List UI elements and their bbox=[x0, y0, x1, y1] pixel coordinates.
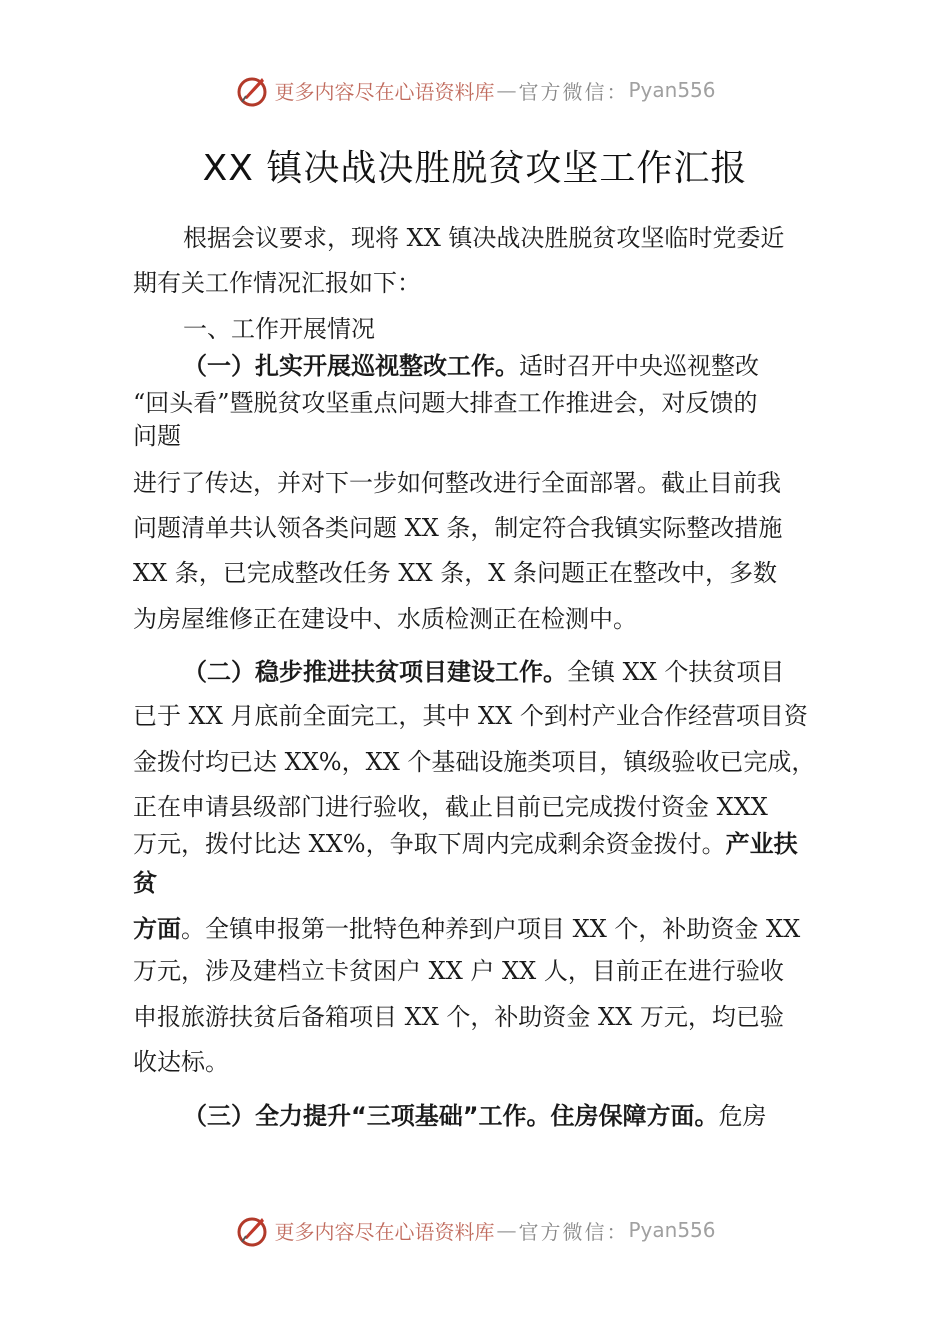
body-line: 根据会议要求，现将 XX 镇决战决胜脱贫攻坚临时党委近 bbox=[183, 224, 785, 252]
watermark-wechat-id: Pyan556 bbox=[628, 78, 716, 102]
watermark-footer bbox=[0, 1212, 950, 1248]
body-line: 正在申请县级部门进行验收，截止目前已完成拨付资金 XXX bbox=[133, 793, 768, 821]
body-line bbox=[183, 350, 883, 382]
watermark-header bbox=[0, 72, 950, 108]
body-line: 已于 XX 月底前全面完工，其中 XX 个到村产业合作经营项目资 bbox=[133, 702, 808, 730]
watermark-wechat-label: 官方微信： bbox=[518, 1219, 629, 1244]
body-line bbox=[133, 913, 833, 945]
body-line bbox=[183, 1100, 883, 1132]
body-line: 问题清单共认领各类问题 XX 条，制定符合我镇实际整改措施 bbox=[133, 514, 783, 542]
inline-heading: 方面 bbox=[133, 915, 181, 943]
body-line: 收达标。 bbox=[133, 1048, 229, 1076]
watermark-separator: — bbox=[496, 78, 517, 102]
body-line: 金拨付均已达 XX%，XX 个基础设施类项目，镇级验收已完成， bbox=[133, 748, 816, 776]
body-line: 问题 bbox=[133, 422, 181, 450]
document-title: XX 镇决战决胜脱贫攻坚工作汇报 bbox=[202, 148, 748, 189]
quill-logo-icon bbox=[234, 72, 270, 108]
body-line: 为房屋维修正在建设中、水质检测正在检测中。 bbox=[133, 605, 637, 633]
watermark-wechat-id: Pyan556 bbox=[628, 1218, 716, 1242]
body-line bbox=[183, 656, 883, 688]
body-line: XX 条，已完成整改任务 XX 条，X 条问题正在整改中，多数 bbox=[133, 559, 777, 587]
subsection-heading: （二）稳步推进扶贫项目建设工作。 bbox=[183, 658, 567, 686]
inline-heading: 产业扶 bbox=[725, 830, 798, 858]
section-heading: 一、工作开展情况 bbox=[183, 315, 375, 343]
body-line bbox=[133, 828, 833, 860]
body-line: 进行了传达，并对下一步如何整改进行全面部署。截止目前我 bbox=[133, 469, 781, 497]
inline-heading: 贫 bbox=[133, 869, 157, 897]
body-text: 适时召开中央巡视整改 bbox=[519, 352, 759, 380]
subsection-heading: （一）扎实开展巡视整改工作。 bbox=[183, 352, 519, 380]
body-line: 申报旅游扶贫后备箱项目 XX 个，补助资金 XX 万元，均已验 bbox=[133, 1003, 784, 1031]
body-text: 万元，拨付比达 XX%，争取下周内完成剩余资金拨付。 bbox=[133, 830, 726, 858]
subsection-heading: （三）全力提升“三项基础”工作。住房保障方面。 bbox=[183, 1102, 719, 1130]
body-text: 。全镇申报第一批特色种养到户项目 XX 个，补助资金 XX bbox=[181, 915, 801, 943]
watermark-site: 更多内容尽在心语资料库 bbox=[274, 1219, 495, 1244]
body-line: 期有关工作情况汇报如下： bbox=[133, 269, 421, 297]
body-text: 全镇 XX 个扶贫项目 bbox=[567, 658, 785, 686]
quill-logo-icon bbox=[234, 1212, 270, 1248]
watermark-separator: — bbox=[496, 1218, 517, 1242]
watermark-site: 更多内容尽在心语资料库 bbox=[274, 79, 495, 104]
body-line: 万元，涉及建档立卡贫困户 XX 户 XX 人，目前正在进行验收 bbox=[133, 957, 784, 985]
body-text: 危房 bbox=[718, 1102, 767, 1130]
body-line: “回头看”暨脱贫攻坚重点问题大排查工作推进会，对反馈的 bbox=[133, 389, 758, 417]
watermark-wechat-label: 官方微信： bbox=[518, 79, 629, 104]
